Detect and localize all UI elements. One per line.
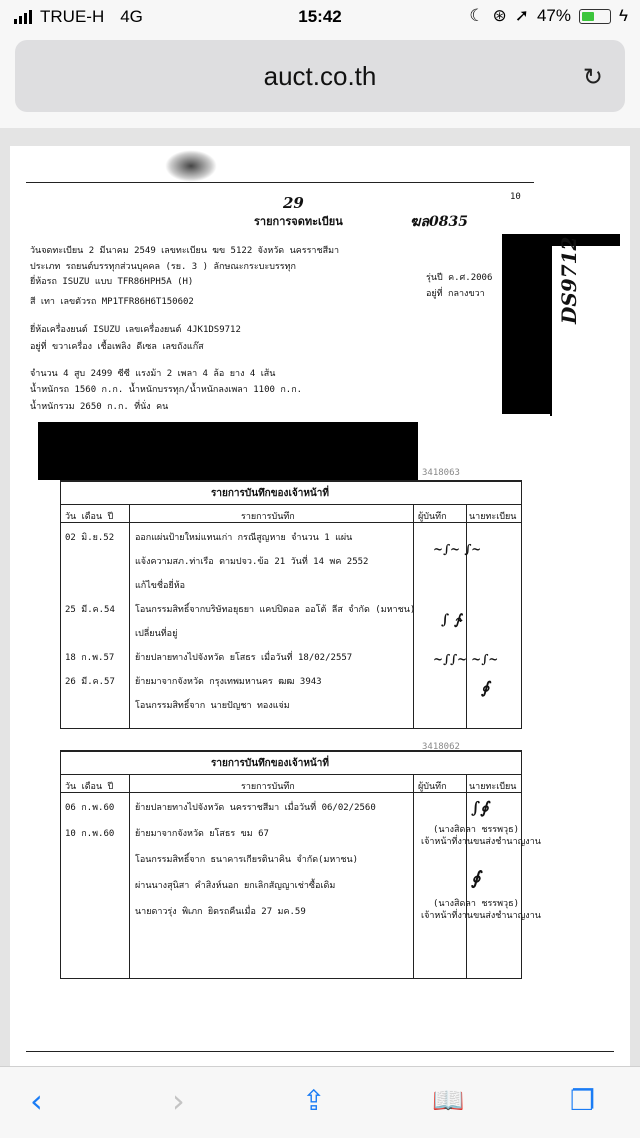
entry-date: 02 มิ.ย.52: [65, 533, 115, 543]
entry-text: โอนกรรมสิทธิ์จาก นายปัญชา ทองแจ่ม: [135, 701, 290, 711]
battery-icon: [579, 9, 611, 24]
reg-line-9: น้ำหนักรวม 2650 ก.ก. ที่นั่ง คน: [30, 402, 169, 412]
reg-line-4: สี เทา เลขตัวรถ MP1TFR86H6T150602: [30, 297, 194, 307]
url-text[interactable]: auct.co.th: [263, 61, 377, 91]
officer-title-1: รายการบันทึกของเจ้าหน้าที่: [211, 488, 329, 499]
entry-text: แจ้งความสภ.ท่าเรือ ตามปจว.ข้อ 21 วันที่ 14 พค 2552: [135, 557, 369, 567]
top-border-line: [26, 182, 534, 183]
table1-col-3: [466, 504, 467, 728]
signature-name-1: (นางสิดลา ชรรพวุธ): [433, 825, 520, 835]
serial-fragment-1: 3418063: [422, 468, 460, 478]
col-header-recorder: ผู้บันทึก: [418, 512, 447, 522]
redaction-block-middle: [38, 422, 418, 480]
entry-text: นายดาวรุ่ง พิเภก ยิดรถคืนเมื่อ 27 มค.59: [135, 907, 306, 917]
signature-2: ∫ ∱: [441, 612, 462, 628]
document-viewer[interactable]: [0, 128, 640, 1066]
entry-date: 25 มี.ค.54: [65, 605, 115, 615]
signature-3: ~∫∫~ ~∫~: [433, 652, 499, 666]
side-code: DS9712: [557, 236, 581, 324]
entry-text: เปลี่ยนที่อยู่: [135, 629, 178, 639]
registration-document: [10, 146, 630, 1066]
col-header-record-2: รายการบันทึก: [241, 782, 295, 792]
signature-title-2: เจ้าหน้าที่งานขนส่งชำนาญงาน: [421, 911, 541, 921]
reg-line-2: ประเภท รถยนต์บรรทุกส่วนบุคคล (รย. 3 ) ลักษณะกระบะบรรทุก: [30, 262, 296, 272]
entry-date: 06 ก.พ.60: [65, 803, 115, 813]
signature-title-1: เจ้าหน้าที่งานขนส่งชำนาญงาน: [421, 837, 541, 847]
signature-name-2: (นางสิดลา ชรรพวุธ): [433, 899, 520, 909]
entry-date: 18 ก.พ.57: [65, 653, 115, 663]
carrier-name: TRUE-H: [40, 7, 105, 26]
table2-col-3: [466, 774, 467, 978]
battery-percent: 47%: [536, 6, 571, 25]
col-header-registrar-2: นายทะเบียน: [469, 782, 517, 792]
tabs-button[interactable]: ❐: [570, 1084, 596, 1117]
reg-line-6: อยู่ที่ ขวาเครื่อง เชื้อเพลิง ดีเซล เลขถังแก๊ส: [30, 342, 204, 352]
back-button[interactable]: ‹: [30, 1082, 43, 1120]
reg-line-7: จำนวน 4 สูบ 2499 ซีซี แรงม้า 2 เพลา 4 ล้อ ยาง 4 เส้น: [30, 369, 276, 379]
signature-5: ∫∮: [471, 798, 489, 817]
entry-date: 26 มี.ค.57: [65, 677, 115, 687]
entry-date: 10 ก.พ.60: [65, 829, 115, 839]
location-arrow-icon: ➚: [514, 6, 529, 25]
screen-lock-icon: ⊛: [492, 6, 507, 25]
entry-text: ผ่านนางสุนิสา คำสิงห์นอก ยกเลิกสัญญาเช่าซื้อเดิม: [135, 881, 336, 891]
signature-6: ∮: [471, 868, 481, 889]
col-header-registrar: นายทะเบียน: [469, 512, 517, 522]
corner-number: 10: [510, 192, 521, 202]
share-button[interactable]: ⇪: [302, 1084, 326, 1117]
reg-line-4-location: อยู่ที่ กลางขวา: [426, 289, 485, 299]
reg-line-5: ยี่ห้อเครื่องยนต์ ISUZU เลขเครื่องยนต์ 4JK1DS9712: [30, 325, 241, 335]
scan-smudge: [165, 150, 217, 182]
forward-button[interactable]: ›: [172, 1082, 185, 1120]
table2-rule-1: [61, 774, 521, 775]
bookmarks-button[interactable]: 📖: [432, 1086, 465, 1116]
network-type: 4G: [120, 7, 143, 26]
status-bar: [0, 0, 640, 34]
registration-title: รายการจดทะเบียน: [254, 215, 343, 228]
officer-title-2: รายการบันทึกของเจ้าหน้าที่: [211, 758, 329, 769]
col-header-date: วัน เดือน ปี: [65, 512, 114, 522]
handwritten-code: ฆล0835: [410, 214, 468, 230]
entry-text: โอนกรรมสิทธิ์จากบริษัทอยุธยา แคปปิตอล ออโต้ ลีส จำกัด (มหาชน): [135, 605, 416, 615]
reload-icon[interactable]: ↻: [582, 63, 603, 91]
entry-text: ย้ายมาจากจังหวัด กรุงเทพมหานคร ฒฒ 3943: [135, 677, 322, 687]
entry-text: ออกแผ่นป้ายใหม่แทนเก่า กรณีสูญหาย จำนวน 1 แผ่น: [135, 533, 353, 543]
reg-line-3-model-year: รุ่นปี ค.ศ.2006: [426, 273, 493, 283]
table1-col-2: [413, 504, 414, 728]
table2-col-2: [413, 774, 414, 978]
next-page-edge: [26, 1051, 614, 1052]
battery-level: [582, 12, 594, 21]
entry-text: แก้ไขชื่อยี่ห้อ: [135, 581, 186, 591]
table1-col-1: [129, 504, 130, 728]
charging-bolt-icon: ϟ: [619, 6, 628, 25]
page-number: 29: [283, 194, 304, 212]
clock: 15:42: [298, 7, 342, 26]
col-header-date-2: วัน เดือน ปี: [65, 782, 114, 792]
table2-col-1: [129, 774, 130, 978]
officer-table-1: [60, 480, 522, 729]
reg-line-8: น้ำหนักรถ 1560 ก.ก. น้ำหนักบรรทุก/น้ำหนักลงเพลา 1100 ก.ก.: [30, 385, 303, 395]
col-header-recorder-2: ผู้บันทึก: [418, 782, 447, 792]
moon-icon: ☾: [469, 6, 485, 25]
status-icons: [469, 6, 628, 26]
entry-text: โอนกรรมสิทธิ์จาก ธนาคารเกียรตินาคิน จำกัด(มหาชน): [135, 855, 359, 865]
table1-rule-1: [61, 504, 521, 505]
reg-line-1: วันจดทะเบียน 2 มีนาคม 2549 เลขทะเบียน ฆข 5122 จังหวัด นครราชสีมา: [30, 246, 340, 256]
officer-table-2: [60, 750, 541, 979]
entry-text: ย้ายปลายทางไปจังหวัด ยโสธร เมื่อวันที่ 18/02/2557: [135, 653, 353, 663]
entry-text: ย้ายมาจากจังหวัด ยโสธร ขม 67: [135, 829, 269, 839]
signature-1: ~∫~ ∫~: [433, 542, 482, 556]
signature-4: ∮: [481, 678, 490, 697]
address-bar[interactable]: [15, 40, 625, 112]
reg-line-3: ยี่ห้อรถ ISUZU แบบ TFR86HPH5A (H): [30, 277, 194, 287]
serial-fragment-2: 3418062: [422, 742, 460, 752]
entry-text: ย้ายปลายทางไปจังหวัด นครราชสีมา เมื่อวันที่ 06/02/2560: [135, 803, 376, 813]
browser-toolbar: [0, 1066, 640, 1138]
col-header-record: รายการบันทึก: [241, 512, 295, 522]
